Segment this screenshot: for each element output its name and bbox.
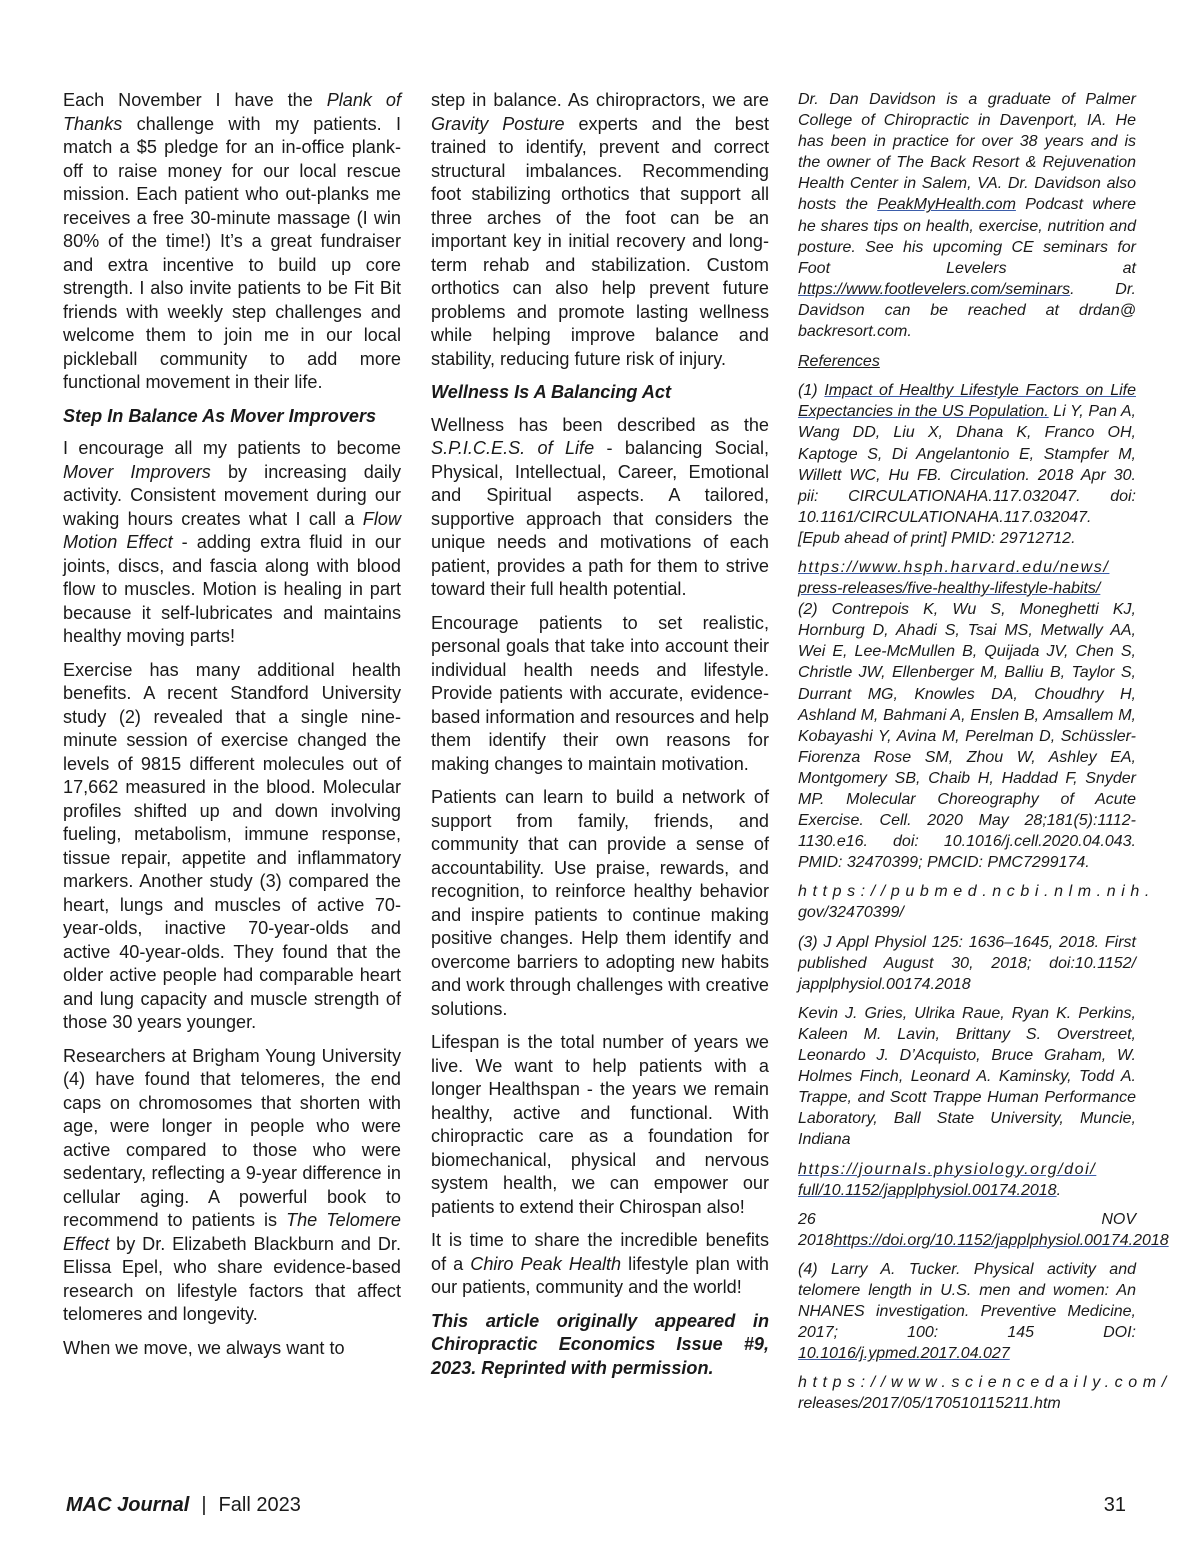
paragraph: Exercise has many additional health benefits. A recent Standford University study (2) revealed that a single nine-minute session of exercise changed the levels of 9815 different molecules out of 17,662 measured in the blood. Molecular profiles shifted up and down involving fueling, metabolism, immune response, tissue repair, appetite and inflammatory markers. Another study (3) compared the heart, lungs and muscles of active 70-year-olds, inactive 70-year-olds and active 40-year-olds. They found that the older active people had comparable heart and lung capacity and muscle strength of those 30 years younger. — [63, 659, 401, 1032]
paragraph: It is time to share the incredible benefits of a Chiro Peak Health lifestyle plan with our patients, community and the world! — [431, 1230, 769, 1297]
paragraph: Wellness has been described as the S.P.I.C.E.S. of Life - balancing Social, Physical, Intellectual, Career, Emotional and Spiritual aspects. A tailored, supportive approach that considers the unique needs and motivations of each patient, provides a path for them to strive toward their full health potential. — [431, 414, 769, 599]
reference-1: (1) Impact of Healthy Lifestyle Factors on Life Expectancies in the US Population. Li Y, Pan A, Wang DD, Liu X, Dhana K, Franco OH, Kaptoge S, Di Angelantonio E, Stampfer M, Willett WC, Hu FB. Circulation. 2018 Apr 30. pii: CIRCULATIONAHA.117.032047. doi: 10.1161/CIRCULATIONAHA.117.032047. [Epub ahead of print] PMID: 29712712. — [798, 382, 1136, 547]
seminars-link[interactable]: https://www.footlevelers.com/seminars — [798, 280, 1071, 298]
reference-3: (3) J Appl Physiol 125: 1636–1645, 2018. First published August 30, 2018; doi:10.1152/ japplphysiol.00174.2018 — [798, 933, 1136, 993]
paragraph: Encourage patients to set realistic, personal goals that take into account their individual health needs and lifestyle. Provide patients with accurate, evidence-based information and resources and help them identify their own reasons for making changes to maintain motivation. — [431, 612, 769, 774]
article-column-1 — [63, 89, 401, 1370]
paragraph: I encourage all my patients to become Mover Improvers by increasing daily activity. Consistent movement during our waking hours creates what I call a Flow Motion Effect - adding extra fluid in our joints, discs, and fascia along with blood flow to muscles. Motion is healing in part because it self-lubricates and maintains healthy moving parts! — [63, 438, 401, 646]
references-column — [798, 89, 1172, 1423]
reference-3-doi-link[interactable]: https://doi.org/10.1152/japplphysiol.00174.2018 — [833, 1231, 1169, 1249]
reference-3-authors: Kevin J. Gries, Ulrika Raue, Ryan K. Perkins, Kaleen M. Lavin, Brittany S. Overstreet, Leonardo J. D’Acquisto, Bruce Graham, W. Holmes Finch, Leonard A. Kaminsky, Todd A. Trappe, and Scott Trappe Human Performance Laboratory, Ball State University, Muncie, Indiana — [798, 1004, 1136, 1149]
references-heading: References — [798, 353, 880, 371]
section-heading: Step In Balance As Mover Improvers — [63, 405, 377, 426]
author-bio: Dr. Dan Davidson is a graduate of Palmer College of Chiropractic in Davenport, IA. He has been in practice for over 38 years and is the owner of The Back Resort & Rejuvenation Health Center in Salem, VA. Dr. Davidson also hosts the PeakMyHealth.com Podcast where he shares tips on health, exercise, nutrition and posture. See his upcoming CE seminars for Foot Levelers at https://www.footlevelers.com/seminars. Dr. Davidson can be reached at drdan@ backresort.com. — [798, 91, 1136, 341]
paragraph: step in balance. As chiropractors, we are Gravity Posture experts and the best trained to identify, prevent and correct structural imbalances. Recommending foot stabilizing orthotics that support all three arches of the foot can be an important key in initial recovery and long-term rehab and stabilization. Custom orthotics can also help prevent future problems and promote lasting wellness while helping improve balance and stability, reducing future risk of injury. — [431, 90, 770, 369]
paragraph: Patients can learn to build a network of support from family, friends, and community that can provide a sense of accountability. Use praise, rewards, and recognition, to reinforce healthy behavior and inspire patients to continue making positive changes. Help them identify and overcome barriers to adopting new habits and work through challenges with creative solutions. — [431, 787, 769, 1019]
reference-3-url-link-cont[interactable]: full/10.1152/japplphysiol.00174.2018 — [798, 1181, 1057, 1199]
reference-4-doi-link[interactable]: 10.1016/j.ypmed.2017.04.027 — [798, 1345, 1010, 1363]
reference-4: (4) Larry A. Tucker. Physical activity and telomere length in U.S. men and women: An NHANES investigation. Preventive Medicine, 2017; 100: 145 DOI: 10.1016/j.ypmed.2017.04.027 — [798, 1260, 1136, 1363]
reference-1-url-link[interactable]: https://www.hsph.harvard.edu/news/ — [798, 558, 1110, 576]
paragraph: Researchers at Brigham Young University (4) have found that telomeres, the end caps on chromosomes that shorten with age, were longer in people who were active compared to those who were sedentary, reflecting a 9-year difference in cellular aging. A powerful book to recommend to patients is The Telomere Effect by Dr. Elizabeth Blackburn and Dr. Elissa Epel, who share evidence-based research on lifestyle factors that affect telomeres and longevity. — [63, 1045, 401, 1324]
reference-3-url-link[interactable]: https://journals.physiology.org/doi/ — [798, 1160, 1097, 1178]
reference-4-url: https://www.sciencedaily.com/ releases/2017/05/170510115211.htm — [798, 1374, 1172, 1413]
article-column-2 — [431, 89, 769, 1389]
reference-2-url: https://pubmed.ncbi.nlm.nih. gov/32470399/ — [798, 883, 1155, 922]
issue-label: Fall 2023 — [218, 1494, 301, 1516]
section-heading: Wellness Is A Balancing Act — [431, 382, 671, 402]
reference-1-url — [798, 557, 1136, 599]
journal-name: MAC Journal — [66, 1494, 190, 1516]
page-number: 31 — [1103, 1494, 1126, 1516]
reference-1-url-link-cont[interactable]: press-releases/five-healthy-lifestyle-habits/ — [798, 580, 1101, 598]
podcast-link[interactable]: PeakMyHealth.com — [877, 196, 1016, 214]
footer-separator: | — [201, 1494, 207, 1516]
reference-1-title-link[interactable]: Impact of Healthy Lifestyle Factors on Life Expectancies in the US Population. — [798, 382, 1136, 421]
page-footer — [66, 1494, 301, 1517]
paragraph: Lifespan is the total number of years we live. We want to help patients with a longer Healthspan - the years we remain healthy, active and functional. With chiropractic care as a foundation for biomechanical, physical and nervous system health, we can empower our patients to extend their Chirospan also! — [431, 1032, 769, 1217]
reference-3-url: https://journals.physiology.org/doi/ full/10.1152/japplphysiol.00174.2018. — [798, 1160, 1097, 1199]
reference-2: (2) Contrepois K, Wu S, Moneghetti KJ, Hornburg D, Ahadi S, Tsai MS, Metwally AA, Wei E, Lee-McMullen B, Quijada JV, Chen S, Christle JW, Ellenberger M, Balliu B, Taylor S, Durrant MG, Knowles DA, Choudhry H, Ashland M, Bahmani A, Enslen B, Amsallem M, Kobayashi Y, Avina M, Perelman D, Schüssler-Fiorenza Rose SM, Zhou W, Ashley EA, Montgomery SB, Chaib H, Haddad F, Snyder MP. Molecular Choreography of Acute Exercise. Cell. 2020 May 28;181(5):1112-1130.e16. doi: 10.1016/j.cell.2020.04.043. PMID: 32470399; PMCID: PMC7299174. — [798, 601, 1136, 872]
paragraph: When we move, we always want to — [63, 1337, 345, 1358]
paragraph: Each November I have the Plank of Thanks challenge with my patients. I match a $5 pledge for an in-office plank-off to raise money for our local rescue mission. Each patient who out-planks me receives a free 30-minute massage (I win 80% of the time!) It’s a great fundraiser and extra incentive to build up core strength. I also invite patients to be Fit Bit friends with weekly step challenges and welcome them to join me in our local pickleball community to add more functional movement in their life. — [63, 90, 401, 392]
reference-3-doi: 26 NOV 2018https://doi.org/10.1152/japplphysiol.00174.2018 — [798, 1210, 1169, 1249]
reprint-note: This article originally appeared in Chiropractic Economics Issue #9, 2023. Reprinted with permission. — [431, 1310, 769, 1378]
